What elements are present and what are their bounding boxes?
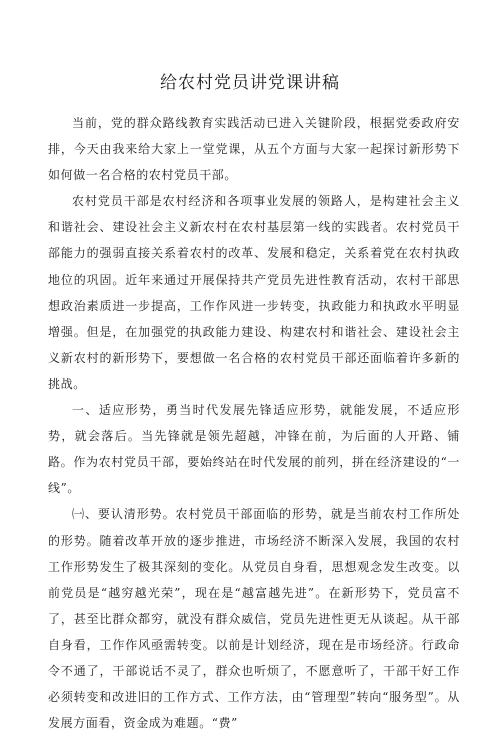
paragraph-background: 农村党员干部是农村经济和各项事业发展的领路人，是构建社会主义和谐社会、建设社会主义新农村在农村基层第一线的实践者。农村党员干部能力的强弱直接关系着农村的改革、发展和稳定，关系着党在农村执政地位的巩固。近年来通过开展保持共产党员先进性教育活动，农村干部思想政治素质进一步提高，工作作风进一步转变，执政能力和执政水平明显增强。但是，在加强党的执政能力建设、构建农村和谐社会、建设社会主义新农村的新形势下，要想做一名合格的农村党员干部还面临着许多新的挑战。 xyxy=(48,194,460,391)
document-body xyxy=(48,110,460,736)
paragraph-section-one: 一、适应形势，勇当时代发展先锋适应形势，就能发展，不适应形势，就会落后。当先锋就是领先超越，冲锋在前，为后面的人开路、铺路。作为农村党员干部，要始终站在时代发展的前列，拼在经济建设的“一线”。 xyxy=(48,403,460,496)
document-title: 给农村党员讲党课讲稿 xyxy=(160,73,340,93)
paragraph-intro: 当前，党的群众路线教育实践活动已进入关键阶段，根据党委政府安排，今天由我来给大家上一堂党课，从五个方面与大家一起探讨新形势下如何做一名合格的农村党员干部。 xyxy=(48,116,460,183)
paragraph-subsection-one: ㈠、要认清形势。农村党员干部面临的形势，就是当前农村工作所处的形势。随着改革开放的逐步推进，市场经济不断深入发展，我国的农村工作形势发生了极其深刻的变化。从党员自身看，思想观念发生改变。以前党员是“越穷越光荣”，现在是“越富越先进”。在新形势下，党员富不了，甚至比群众都穷，就没有群众威信，党员先进性更无从谈起。从干部自身看，工作作风亟需转变。以前是计划经济，现在是市场经济。行政命令不通了，干部说话不灵了，群众也听烦了，不愿意听了，干部干好工作必须转变和改进旧的工作方式、工作方法，由“管理型”转向“服务型”。从发展方面看，资金成为难题。“费” xyxy=(48,507,460,731)
